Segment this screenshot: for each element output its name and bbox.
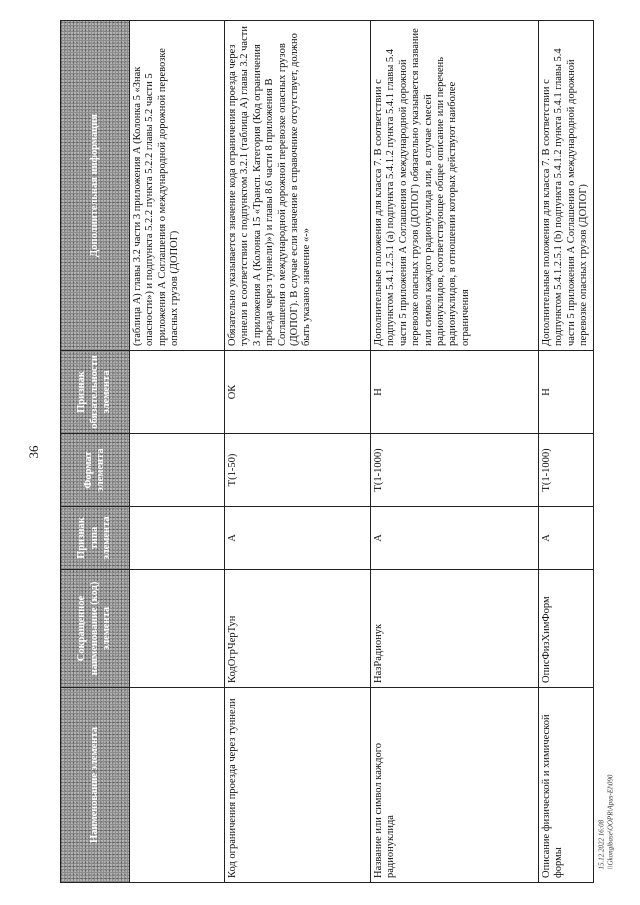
cell-required: Н: [539, 351, 594, 434]
table-row: [130, 21, 225, 883]
cell-format: [130, 434, 225, 507]
cell-required: ОК: [225, 351, 371, 434]
header-element-type: Признак типа элемента: [61, 507, 130, 570]
rotated-table-wrapper: [60, 21, 590, 883]
cell-name: Описание физической и химической формы: [539, 688, 594, 883]
cell-name: Код ограничения проезда через туннели: [225, 688, 371, 883]
header-element-format: Формат элемента: [61, 434, 130, 507]
header-element-required: Признак обязательности элемента: [61, 351, 130, 434]
header-element-name: Наименование элемента: [61, 688, 130, 883]
footer-stamp: [597, 775, 615, 870]
cell-type: А: [539, 507, 594, 570]
cell-name: Название или символ каждого радионуклида: [371, 688, 539, 883]
page-number: 36: [26, 445, 41, 459]
cell-format: T(1-50): [225, 434, 371, 507]
cell-info: (таблица А) главы 3.2 части 3 приложения А (Колонка 5 «Знак опасности») и подпункта 5.2.2 пункта 5.2.2 главы 5.2 части 5 приложения А Соглашения о международной дорожной перевозке опасных грузов (ДОПОГ): [130, 21, 225, 351]
cell-name: [130, 688, 225, 883]
footer-stamp-date: 15.12.2022 16:08: [597, 819, 606, 870]
table-header-row: [61, 21, 130, 883]
table-row: [371, 21, 539, 883]
footer-stamp-path: \\Gkonglbase\OOPR\Apus-El\090: [606, 774, 614, 870]
cell-format: T(1-1000): [371, 434, 539, 507]
cell-type: [130, 507, 225, 570]
cell-info: Дополнительные положения для класса 7. В соответствии с подпунктом 5.4.1.2.5.1 (b) подпункта 5.4.1.2 пункта 5.4.1 главы 5.4 части 5 приложения А Соглашения о международной дорожной перевозке опасных грузов (ДОПОГ): [539, 21, 594, 351]
cell-info: Обязательно указывается значение кода ограничения проезда через туннели в соответствии с подпунктом 3.2.1 (таблица А) главы 3.2 части 3 приложения А (Колонка 15 «Трансп. Категория (Код ограничения проезда через туннели)») и главы 8.6 части 8 приложения В Соглашения о международной дорожной перевозке опасных грузов (ДОПОГ). В случае если значение в справочнике отсутствует, должно быть указано значение «-»: [225, 21, 371, 351]
cell-type: А: [371, 507, 539, 570]
cell-format: T(1-1000): [539, 434, 594, 507]
cell-code: НазРадионук: [371, 570, 539, 688]
cell-info: Дополнительные положения для класса 7. В соответствии с подпунктом 5.4.1.2.5.1 (а) подпункта 5.4.1.2 пункта 5.4.1 главы 5.4 части 5 приложения А Соглашения о международной дорожной перевозке опасных грузов (ДОПОГ) обязательно указывается название или символ каждого радионуклида или, в случае смесей радионуклидов, соответствующее общее описание или перечень радионуклидов, в отношении которых действуют наиболее ограничения: [371, 21, 539, 351]
cell-required: [130, 351, 225, 434]
cell-code: [130, 570, 225, 688]
header-additional-info: Дополнительная информация: [61, 21, 130, 351]
elements-table: [60, 20, 594, 883]
cell-type: А: [225, 507, 371, 570]
cell-required: Н: [371, 351, 539, 434]
table-row: [539, 21, 594, 883]
header-element-code: Сокращенное наименование (код) элемента: [61, 570, 130, 688]
cell-code: КодОгрЧерТун: [225, 570, 371, 688]
cell-code: ОписФизХимФорм: [539, 570, 594, 688]
table-row: [225, 21, 371, 883]
